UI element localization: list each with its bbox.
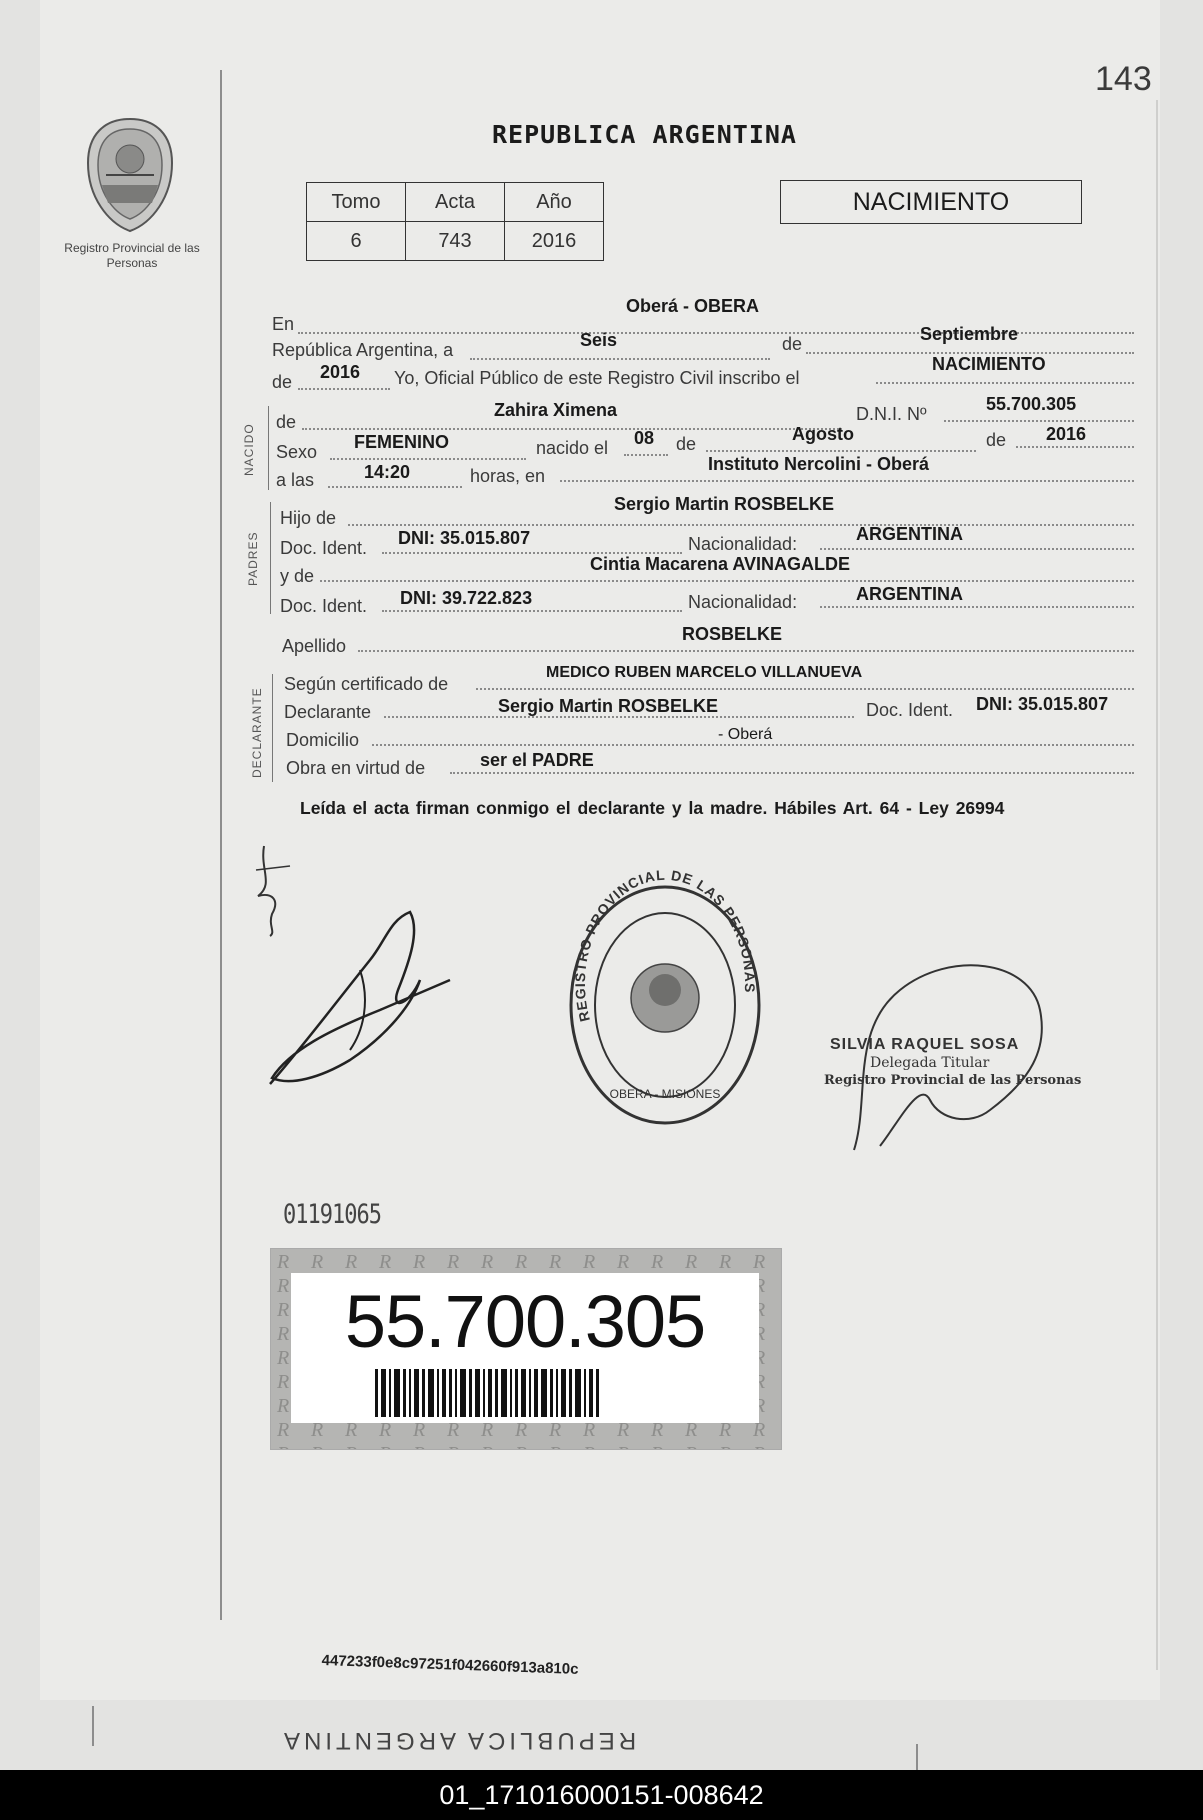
padre-nombre: Sergio Martin ROSBELKE <box>614 494 835 514</box>
de-label: de <box>276 412 297 432</box>
madre-nacionalidad: ARGENTINA <box>856 584 963 604</box>
nacido-anio: 2016 <box>1046 424 1087 444</box>
declarante-nombre: Sergio Martin ROSBELKE <box>498 696 719 716</box>
registrar-cargo: Delegada Titular <box>870 1055 990 1071</box>
nacido-dia: 08 <box>634 428 655 448</box>
republica-label: República Argentina, a <box>272 340 454 360</box>
seal-caption: Registro Provincial de las Personas <box>64 241 200 270</box>
hijo-de-label: Hijo de <box>280 508 337 528</box>
value-anio: 2016 <box>505 222 604 261</box>
de-label: de <box>782 334 803 354</box>
provincial-seal-icon <box>80 115 180 235</box>
obra-value: ser el PADRE <box>480 750 594 770</box>
stamp-outer-text: REGISTRO PROVINCIAL DE LAS PERSONAS <box>571 870 759 1024</box>
header-anio: Año <box>505 183 604 222</box>
bottom-mark <box>92 1706 94 1746</box>
dotted-line <box>320 580 1134 582</box>
dotted-line <box>328 486 462 488</box>
dotted-line <box>298 388 390 390</box>
declarante-tag: DECLARANTE <box>250 687 264 778</box>
section-bracket <box>270 502 271 614</box>
nacionalidad-label: Nacionalidad: <box>688 534 798 554</box>
dotted-line <box>382 610 682 612</box>
dotted-line <box>820 548 1134 550</box>
stamp-inner-text: OBERA - MISIONES <box>609 1087 721 1101</box>
section-bracket <box>268 406 269 490</box>
dni-sticker <box>270 1248 782 1450</box>
registrar-block <box>824 1036 1082 1090</box>
declarante-signature <box>260 900 460 1100</box>
dotted-line <box>302 428 842 430</box>
dotted-line <box>624 454 668 456</box>
declarante-label: Declarante <box>284 702 372 722</box>
certificado-label: Según certificado de <box>284 674 449 694</box>
dni-large-number: 55.700.305 <box>344 1280 706 1363</box>
margin-line <box>220 70 222 1620</box>
apellido-label: Apellido <box>282 636 347 656</box>
dotted-line <box>706 450 976 452</box>
nacionalidad-label: Nacionalidad: <box>688 592 798 612</box>
section-bracket <box>272 674 273 782</box>
registrar-office: Registro Provincial de las Personas <box>824 1073 1082 1088</box>
dotted-line <box>330 458 526 460</box>
dotted-line <box>450 772 1134 774</box>
apellido-value: ROSBELKE <box>682 624 783 644</box>
horas-en-label: horas, en <box>470 466 546 486</box>
hora-value: 14:20 <box>364 462 411 482</box>
nacido-dni: 55.700.305 <box>986 394 1077 414</box>
page-number: 143 <box>1095 60 1152 98</box>
madre-nombre: Cintia Macarena AVINAGALDE <box>590 554 851 574</box>
obra-label: Obra en virtud de <box>286 758 426 778</box>
dotted-line <box>944 420 1134 422</box>
document-title: REPUBLICA ARGENTINA <box>492 120 797 149</box>
sexo-label: Sexo <box>276 442 318 462</box>
de-label: de <box>986 430 1007 450</box>
header-acta: Acta <box>406 183 505 222</box>
doc-ident-label: Doc. Ident. <box>866 700 954 720</box>
padre-nacionalidad: ARGENTINA <box>856 524 963 544</box>
dni-white-area <box>291 1273 759 1423</box>
registrar-name: SILVIA RAQUEL SOSA <box>830 1036 1020 1053</box>
certificado-value: MEDICO RUBEN MARCELO VILLANUEVA <box>546 664 863 681</box>
dotted-line <box>470 358 770 360</box>
de-label: de <box>676 434 697 454</box>
nacido-el-label: nacido el <box>536 438 609 458</box>
dotted-line <box>476 688 1134 690</box>
record-table <box>306 182 604 261</box>
document-hash: 447233f0e8c97251f042660f913a810c <box>321 1652 579 1678</box>
domicilio-value: - Oberá <box>718 726 773 743</box>
nacido-lugar: Instituto Nercolini - Oberá <box>708 454 930 474</box>
dotted-line <box>876 382 1134 384</box>
barcode-icon <box>375 1369 675 1417</box>
header-tomo: Tomo <box>307 183 406 222</box>
scan-id-bar: 01_171016000151-008642 <box>0 1770 1203 1820</box>
page-edge <box>1156 100 1158 1670</box>
record-type-box: NACIMIENTO <box>780 180 1082 224</box>
dia-value: Seis <box>580 330 618 350</box>
domicilio-label: Domicilio <box>286 730 360 750</box>
padres-tag: PADRES <box>246 531 260 586</box>
value-tomo: 6 <box>307 222 406 261</box>
a-las-label: a las <box>276 470 315 490</box>
doc-ident-label: Doc. Ident. <box>280 538 368 558</box>
y-de-label: y de <box>280 566 315 586</box>
lugar-value: Oberá - OBERA <box>626 296 760 316</box>
bottom-mark <box>916 1744 918 1770</box>
legal-note: Leída el acta firman conmigo el declarante y la madre. Hábiles Art. 64 - Ley 26994 <box>300 798 1005 818</box>
mirrored-header-text: REPUBLICA ARGENTINA <box>280 1727 637 1754</box>
anio-value: 2016 <box>320 362 361 382</box>
en-label: En <box>272 314 295 334</box>
dotted-line <box>820 606 1134 608</box>
tipo-value: NACIMIENTO <box>932 354 1046 374</box>
oficial-text: Yo, Oficial Público de este Registro Civil inscribo el <box>394 368 800 388</box>
declarante-doc: DNI: 35.015.807 <box>976 694 1109 714</box>
dotted-line <box>560 480 1134 482</box>
serial-number: 01191065 <box>283 1200 381 1230</box>
sexo-value: FEMENINO <box>354 432 450 452</box>
dotted-line <box>348 524 1134 526</box>
dotted-line <box>1016 446 1134 448</box>
padre-doc: DNI: 35.015.807 <box>398 528 531 548</box>
nacido-mes: Agosto <box>792 424 854 444</box>
official-stamp <box>560 870 770 1140</box>
dotted-line <box>372 744 1134 746</box>
nacido-tag: NACIDO <box>242 423 256 476</box>
nacido-nombre: Zahira Ximena <box>494 400 618 420</box>
madre-doc: DNI: 39.722.823 <box>400 588 533 608</box>
dotted-line <box>358 650 1134 652</box>
dni-label: D.N.I. Nº <box>856 404 927 424</box>
mes-value: Septiembre <box>920 324 1019 344</box>
doc-ident-label: Doc. Ident. <box>280 596 368 616</box>
value-acta: 743 <box>406 222 505 261</box>
de-label: de <box>272 372 293 392</box>
